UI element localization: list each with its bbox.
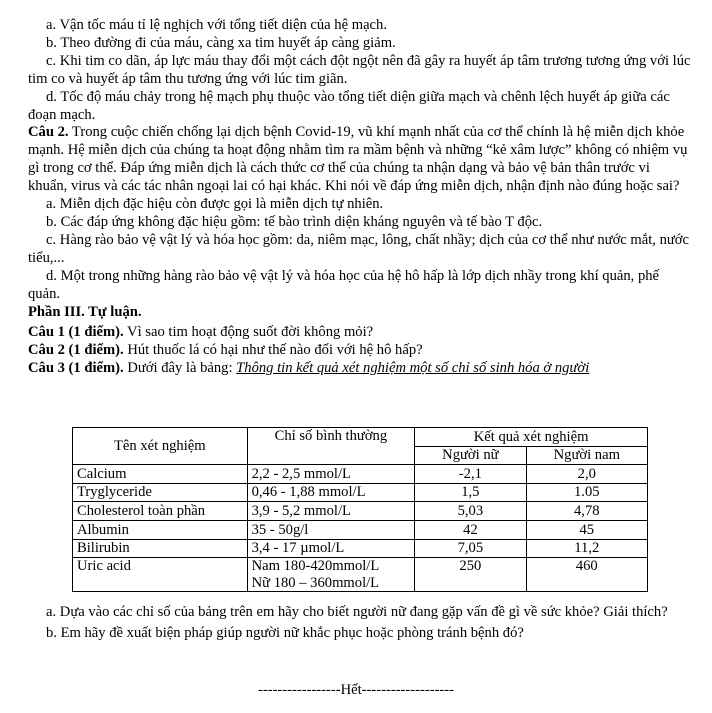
- cell-test-name: Calcium: [73, 465, 248, 484]
- cell-male-value: 460: [526, 558, 647, 592]
- table-row: [73, 502, 648, 521]
- cell-normal-range: [247, 558, 415, 592]
- cell-female-value: 42: [415, 520, 526, 539]
- document-body: [28, 17, 692, 378]
- q2-statement-d: d. Một trong những hàng rào bảo vệ vật lý và hóa học của hệ hô hấp là lớp dịch nhầy trong khí quản, phế quản.: [28, 267, 660, 302]
- essay-q2-label: Câu 2 (1 điểm).: [28, 342, 124, 359]
- cell-normal-range: 3,9 - 5,2 mmol/L: [247, 502, 415, 521]
- end-marker: -----------------Hết-------------------: [257, 682, 455, 698]
- header-female: Người nữ: [415, 446, 526, 465]
- cell-normal-range: 2,2 - 2,5 mmol/L: [247, 465, 415, 484]
- table-row: [73, 520, 648, 539]
- essay-question-1: [28, 324, 692, 342]
- statement-b: b. Theo đường đi của máu, càng xa tim huyết áp càng giảm.: [46, 34, 396, 51]
- part-3-heading: Phần III. Tự luận.: [28, 303, 142, 320]
- cell-test-name: Bilirubin: [73, 539, 248, 558]
- table-questions: [28, 604, 692, 643]
- essay-q2-text: Hút thuốc lá có hại như thế nào đối với hệ hô hấp?: [123, 342, 423, 359]
- cell-female-value: 7,05: [415, 539, 526, 558]
- table-row: [73, 483, 648, 502]
- cell-male-value: 1.05: [526, 483, 647, 502]
- cell-normal-range: 0,46 - 1,88 mmol/L: [247, 483, 415, 502]
- table-row: [73, 465, 648, 484]
- cell-male-value: 2,0: [526, 465, 647, 484]
- statement-d: d. Tốc độ máu chảy trong hệ mạch phụ thuộc vào tổng tiết diện giữa mạch và chênh lệch huyết áp giữa các đoạn mạch.: [28, 88, 670, 123]
- cell-female-value: 5,03: [415, 502, 526, 521]
- cell-normal-range: 35 - 50g/l: [247, 520, 415, 539]
- cell-male-value: 45: [526, 520, 647, 539]
- q2-statement-a: a. Miễn dịch đặc hiệu còn được gọi là miễn dịch tự nhiên.: [46, 196, 384, 213]
- cell-female-value: 1,5: [415, 483, 526, 502]
- header-test-name: Tên xét nghiệm: [73, 428, 248, 465]
- question-2-text: Trong cuộc chiến chống lại dịch bệnh Covid-19, vũ khí mạnh nhất của cơ thể chính là hệ miễn dịch khỏe mạnh. Hệ miễn dịch của chúng ta hoạt động nhằm tìm ra mầm bệnh và những “kẻ xâm lược” không có nhiệm vụ gì trong cơ thể. Đáp ứng miễn dịch là cách thức cơ thể của chúng ta nhận dạng và bảo vệ bản thân trước vi khuẩn, virus và các tác nhân ngoại lai có hại khác. Khi nói về đáp ứng miễn dịch, nhận định nào đúng hoặc sai?: [28, 124, 688, 195]
- cell-test-name: Uric acid: [73, 558, 248, 592]
- table-caption: Thông tin kết quả xét nghiệm một số chỉ số sinh hóa ở người: [236, 360, 590, 377]
- cell-female-value: 250: [415, 558, 526, 592]
- q2-statement-b: b. Các đáp ứng không đặc hiệu gồm: tế bào trình diện kháng nguyên và tế bào T độc.: [46, 213, 543, 230]
- essay-q3-label: Câu 3 (1 điểm).: [28, 360, 124, 377]
- header-normal-range: Chỉ số bình thường: [247, 428, 415, 465]
- cell-male-value: 11,2: [526, 539, 647, 558]
- question-2-label: Câu 2.: [28, 124, 69, 141]
- table-question-a: a. Dựa vào các chỉ số của bảng trên em hãy cho biết người nữ đang gặp vấn đề gì về sức khỏe? Giải thích?: [46, 604, 668, 620]
- question-2: [28, 124, 692, 196]
- statement-c: c. Khi tim co dãn, áp lực máu thay đổi một cách đột ngột nên đã gây ra huyết áp tâm trương tương ứng với lúc tim co và huyết áp tâm thu tương ứng với lúc tim giãn.: [28, 52, 691, 87]
- cell-test-name: Cholesterol toàn phần: [73, 502, 248, 521]
- table-row: [73, 558, 648, 592]
- cell-normal-range: 3,4 - 17 µmol/L: [247, 539, 415, 558]
- table-header-row: [73, 428, 648, 447]
- cell-female-value: -2,1: [415, 465, 526, 484]
- essay-q3-text: Dưới đây là bảng:: [123, 360, 237, 377]
- essay-q1-text: Vì sao tim hoạt động suốt đời không mỏi?: [123, 324, 374, 341]
- essay-q1-label: Câu 1 (1 điểm).: [28, 324, 124, 341]
- normal-range-male: Nam 180-420mmol/L: [251, 558, 380, 575]
- cell-male-value: 4,78: [526, 502, 647, 521]
- table-row: [73, 539, 648, 558]
- cell-test-name: Tryglyceride: [73, 483, 248, 502]
- header-male: Người nam: [526, 446, 647, 465]
- statement-a: a. Vận tốc máu tỉ lệ nghịch với tổng tiết diện của hệ mạch.: [46, 17, 387, 33]
- normal-range-female: Nữ 180 – 360mmol/L: [251, 574, 380, 591]
- essay-question-2: [28, 342, 692, 360]
- q2-statement-c: c. Hàng rào bảo vệ vật lý và hóa học gồm: da, niêm mạc, lông, chất nhầy; dịch của cơ thể như nước mắt, nước tiểu,...: [28, 231, 689, 266]
- table-question-b: b. Em hãy đề xuất biện pháp giúp người nữ khắc phục hoặc phòng tránh bệnh đó?: [46, 624, 524, 641]
- cell-test-name: Albumin: [73, 520, 248, 539]
- essay-question-3: [28, 360, 692, 378]
- header-results: Kết quả xét nghiệm: [415, 428, 648, 447]
- lab-results-table: [72, 427, 648, 592]
